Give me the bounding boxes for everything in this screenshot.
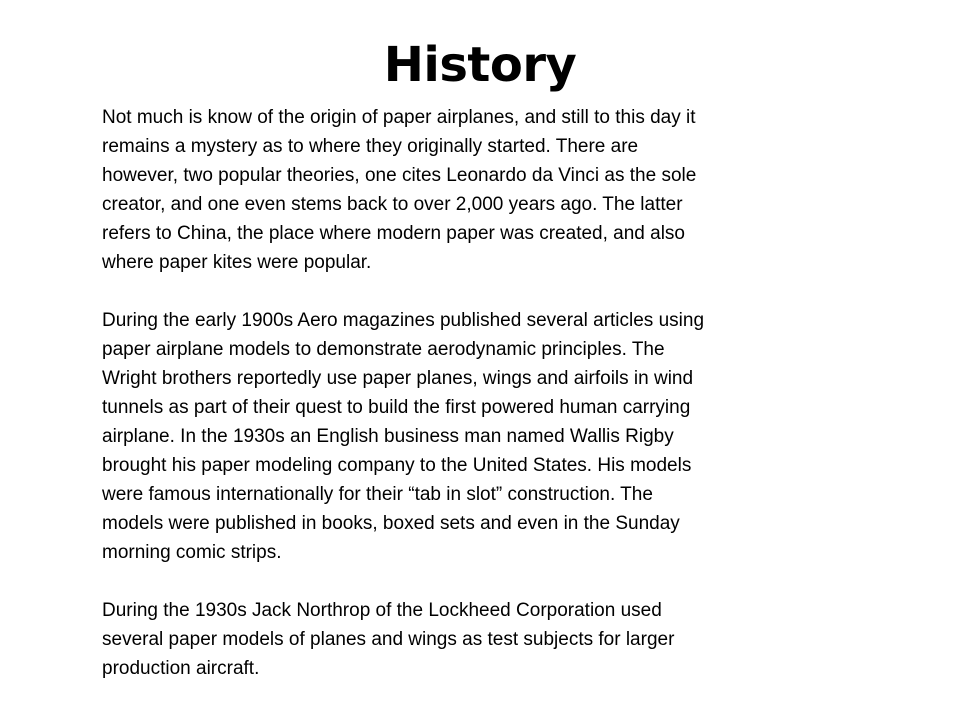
text-line: where paper kites were popular. xyxy=(102,252,372,273)
text-line: however, two popular theories, one cites Leonardo da Vinci as the sole xyxy=(102,165,697,186)
text-line: morning comic strips. xyxy=(102,542,282,563)
text-line: During the early 1900s Aero magazines published several articles using xyxy=(102,310,705,331)
text-line: Not much is know of the origin of paper airplanes, and still to this day it xyxy=(102,107,696,128)
paragraph-early-1900s xyxy=(102,306,814,567)
paragraph-northrop xyxy=(102,596,814,683)
text-line: creator, and one even stems back to over 2,000 years ago. The latter xyxy=(102,194,683,215)
text-line: paper airplane models to demonstrate aerodynamic principles. The xyxy=(102,339,665,360)
paragraph-spacer xyxy=(102,567,814,596)
paragraph-origin xyxy=(102,103,814,277)
text-line: were famous internationally for their “tab in slot” construction. The xyxy=(102,484,653,505)
text-line: During the 1930s Jack Northrop of the Lockheed Corporation used xyxy=(102,600,662,621)
paragraph-spacer xyxy=(102,277,814,306)
text-line: brought his paper modeling company to the United States. His models xyxy=(102,455,692,476)
text-line: models were published in books, boxed sets and even in the Sunday xyxy=(102,513,680,534)
text-line: refers to China, the place where modern paper was created, and also xyxy=(102,223,685,244)
text-line: airplane. In the 1930s an English business man named Wallis Rigby xyxy=(102,426,674,447)
text-line: several paper models of planes and wings as test subjects for larger xyxy=(102,629,675,650)
slide-title: History xyxy=(383,37,577,93)
body-text xyxy=(102,103,814,683)
text-line: Wright brothers reportedly use paper planes, wings and airfoils in wind xyxy=(102,368,694,389)
text-line: tunnels as part of their quest to build the first powered human carrying xyxy=(102,397,691,418)
text-line: production aircraft. xyxy=(102,658,260,679)
text-line: remains a mystery as to where they originally started. There are xyxy=(102,136,639,157)
